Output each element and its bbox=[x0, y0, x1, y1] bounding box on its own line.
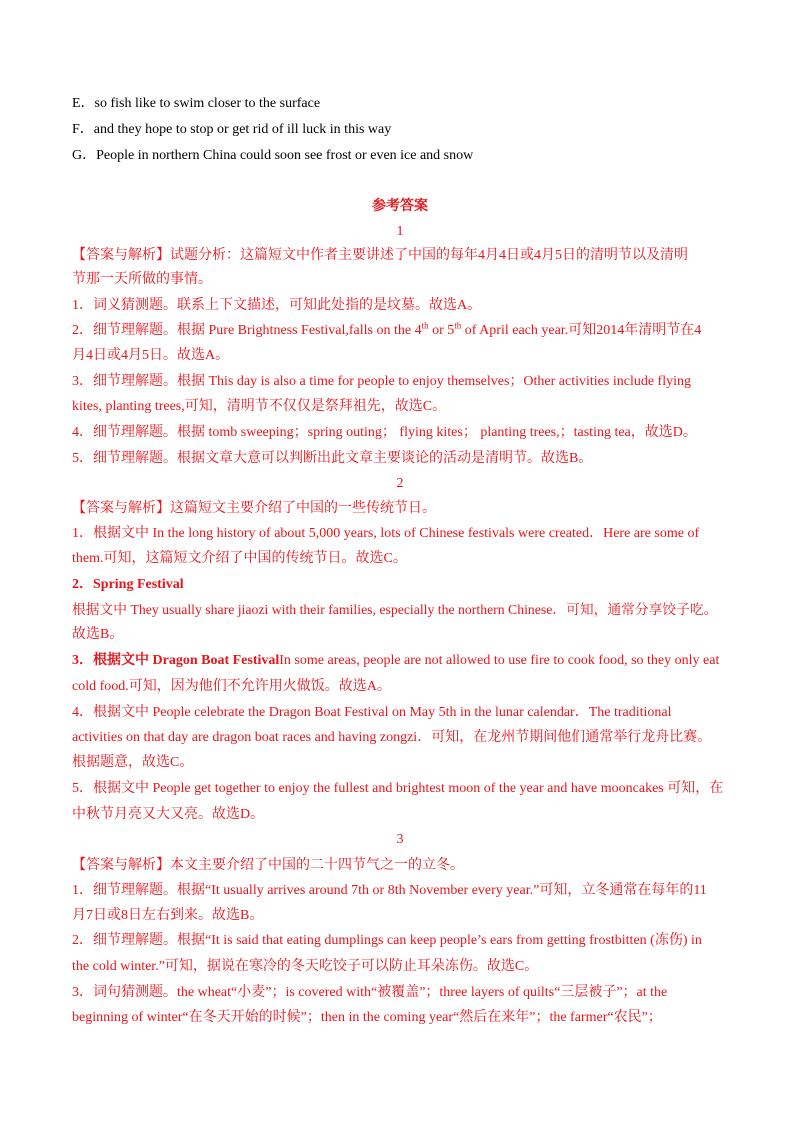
s2-q2-line-1: 根据文中 They usually share jiaozi with their families, especially the northern Chinese．可知，通常分享饺子吃。 bbox=[72, 602, 718, 617]
s1-analysis-line-1: 【答案与解析】试题分析：这篇短文中作者主要讲述了中国的每年4月4日或4月5日的清明节以及清明 bbox=[72, 248, 688, 263]
answer-title: 参考答案 bbox=[372, 199, 428, 214]
s2-q3-rest: In some areas, people are not allowed to use fire to cook food, so they only eat bbox=[279, 653, 720, 668]
s3-q2-line-1: 2．细节理解题。根据“It is said that eating dumplings can keep people’s ears from getting frostbitten (冻伤) in bbox=[72, 933, 702, 948]
s1-q4: 4．细节理解题。根据 tomb sweeping；spring outing； flying kites； planting trees,；tasting tea，故选D。 bbox=[72, 425, 697, 440]
s1-q2-part-a: 2．细节理解题。根据 Pure Brightness Festival,falls on the 4 bbox=[72, 323, 422, 338]
s1-q5: 5．细节理解题。根据文章大意可以判断出此文章主要谈论的活动是清明节。故选B。 bbox=[72, 451, 593, 466]
s2-q3-line-1 bbox=[72, 651, 728, 671]
s1-q2-part-c: of April each year.可知2014年清明节在4 bbox=[461, 323, 702, 338]
s3-q1-line-2: 月7日或8日左右到来。故选B。 bbox=[72, 908, 264, 923]
s2-q1-line-2: them.可知，这篇短文介绍了中国的传统节日。故选C。 bbox=[72, 551, 407, 566]
option-f: F．and they hope to stop or get rid of ill luck in this way bbox=[72, 122, 392, 137]
s3-q2-line-2: the cold winter.”可知，据说在寒冷的冬天吃饺子可以防止耳朵冻伤。故选C。 bbox=[72, 959, 539, 974]
s1-q2-part-b: or 5 bbox=[428, 323, 455, 338]
s1-q2-line-1 bbox=[72, 321, 728, 341]
s2-q3-bold-lead: 3．根据文中 Dragon Boat Festival bbox=[72, 653, 280, 668]
s2-q4-line-3: 根据题意，故选C。 bbox=[72, 755, 194, 770]
section-number-3: 3 bbox=[396, 832, 404, 847]
s1-analysis-line-2: 节那一天所做的事情。 bbox=[72, 272, 212, 287]
section-number-2: 2 bbox=[396, 476, 404, 491]
s2-q5-line-2: 中秋节月亮又大又亮。故选D。 bbox=[72, 807, 265, 822]
s2-q4-line-1: 4．根据文中 People celebrate the Dragon Boat Festival on May 5th in the lunar calendar．The traditional bbox=[72, 705, 672, 720]
s1-q2-line-2: 月4日或4月5日。故选A。 bbox=[72, 348, 230, 363]
s2-q2-line-2: 故选B。 bbox=[72, 627, 124, 642]
s3-q1-line-1: 1．细节理解题。根据“It usually arrives around 7th or 8th November every year.”可知，立冬通常在每年的11 bbox=[72, 883, 707, 898]
s2-analysis: 【答案与解析】这篇短文主要介绍了中国的一些传统节日。 bbox=[72, 501, 436, 516]
section-number-1: 1 bbox=[396, 224, 404, 239]
s3-analysis: 【答案与解析】本文主要介绍了中国的二十四节气之一的立冬。 bbox=[72, 858, 464, 873]
s1-q1: 1．词义猜测题。联系上下文描述，可知此处指的是坟墓。故选A。 bbox=[72, 298, 482, 313]
s2-q2-heading: 2．Spring Festival bbox=[72, 577, 184, 592]
s1-q3-line-1: 3．细节理解题。根据 This day is also a time for people to enjoy themselves；Other activities include flying bbox=[72, 374, 691, 389]
s3-q3-line-2: beginning of winter“在冬天开始的时候”；then in the coming year“然后在来年”；the farmer“农民”； bbox=[72, 1010, 662, 1025]
s2-q1-line-1: 1．根据文中 In the long history of about 5,000 years, lots of Chinese festivals were created．Here are some of bbox=[72, 526, 700, 541]
s1-q2-sup-2: th bbox=[454, 320, 462, 331]
s2-q3-line-2: cold food.可知，因为他们不允许用火做饭。故选A。 bbox=[72, 679, 391, 694]
option-e: E．so fish like to swim closer to the surface bbox=[72, 96, 321, 111]
option-g: G．People in northern China could soon see frost or even ice and snow bbox=[72, 148, 474, 163]
s2-q4-line-2: activities on that day are dragon boat races and having zongzi．可知，在龙州节期间他们通常举行龙舟比赛。 bbox=[72, 730, 712, 745]
s2-q5-line-1: 5．根据文中 People get together to enjoy the fullest and brightest moon of the year and have mooncakes 可知，在 bbox=[72, 781, 724, 796]
s1-q3-line-2: kites, planting trees,可知，清明节不仅仅是祭拜祖先，故选C。 bbox=[72, 399, 447, 414]
s3-q3-line-1: 3．词句猜测题。the wheat“小麦”；is covered with“被覆盖”；three layers of quilts“三层被子”；at the bbox=[72, 985, 668, 1000]
s1-q2-sup-1: th bbox=[421, 320, 429, 331]
